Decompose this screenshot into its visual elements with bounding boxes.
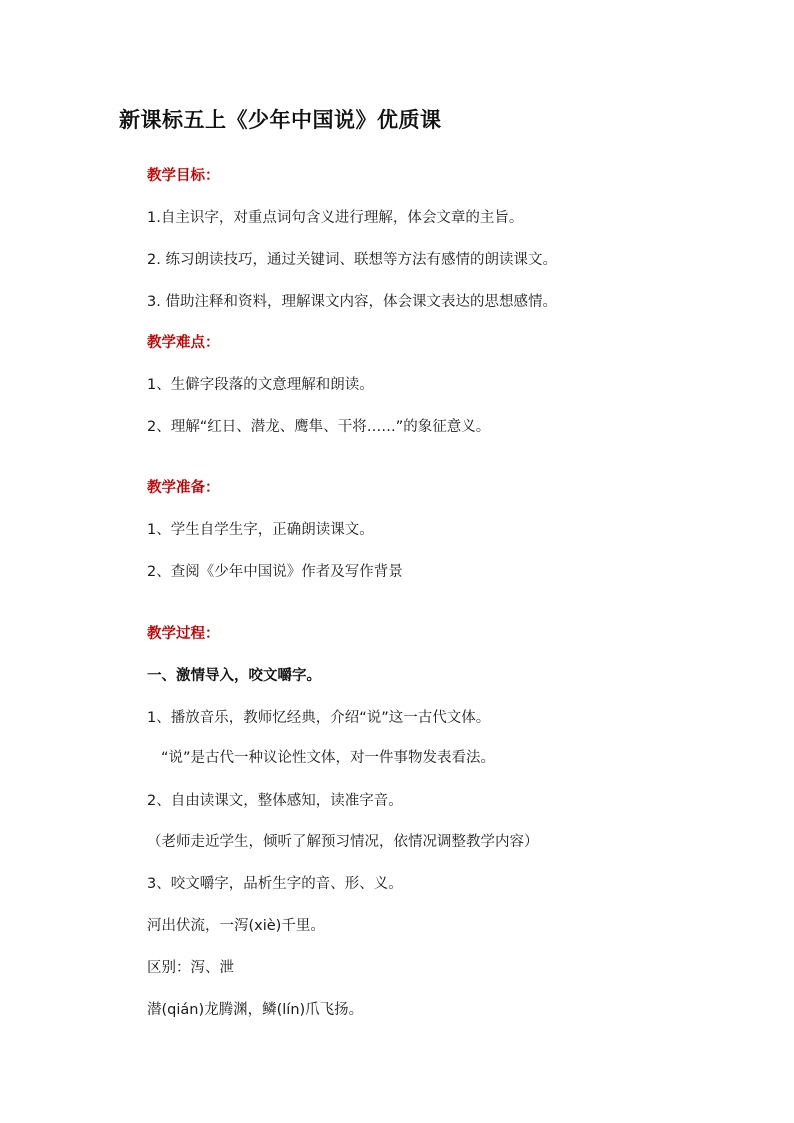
difficulties-heading: 教学难点：	[147, 335, 220, 351]
objective-item-2: 2. 练习朗读技巧，通过关键词、联想等方法有感情的朗读课文。	[147, 252, 557, 268]
process-line-2: “说”是古代一种议论性文体，对一件事物发表看法。	[161, 750, 496, 766]
document-title: 新课标五上《少年中国说》优质课	[119, 108, 442, 132]
preparation-item-1: 1、学生自学生字，正确朗读课文。	[147, 522, 374, 538]
preparation-item-2: 2、查阅《少年中国说》作者及写作背景	[147, 564, 403, 580]
process-line-3: 2、自由读课文，整体感知，读准字音。	[147, 793, 403, 809]
process-line-5: 3、咬文嚼字，品析生字的音、形、义。	[147, 876, 403, 892]
preparation-heading: 教学准备：	[147, 480, 220, 496]
process-heading: 教学过程：	[147, 626, 220, 642]
objective-item-1: 1.自主识字，对重点词句含义进行理解，体会文章的主旨。	[147, 210, 524, 226]
process-part1-title: 一、激情导入，咬文嚼字。	[147, 668, 321, 684]
process-line-4: （老师走近学生，倾听了解预习情况，依情况调整教学内容）	[147, 834, 539, 850]
objective-item-3: 3. 借助注释和资料，理解课文内容，体会课文表达的思想感情。	[147, 294, 557, 310]
difficulty-item-1: 1、生僻字段落的文意理解和朗读。	[147, 377, 374, 393]
process-line-7: 区别：泻、泄	[147, 960, 234, 976]
process-line-8: 潜(qián)龙腾渊，鳞(lín)爪飞扬。	[147, 1002, 364, 1018]
objectives-heading: 教学目标：	[147, 168, 220, 184]
process-line-1: 1、播放音乐，教师忆经典，介绍“说”这一古代文体。	[147, 710, 491, 726]
process-line-6: 河出伏流，一泻(xiè)千里。	[147, 918, 325, 934]
difficulty-item-2: 2、理解“红日、潜龙、鹰隼、干将……”的象征意义。	[147, 419, 491, 435]
